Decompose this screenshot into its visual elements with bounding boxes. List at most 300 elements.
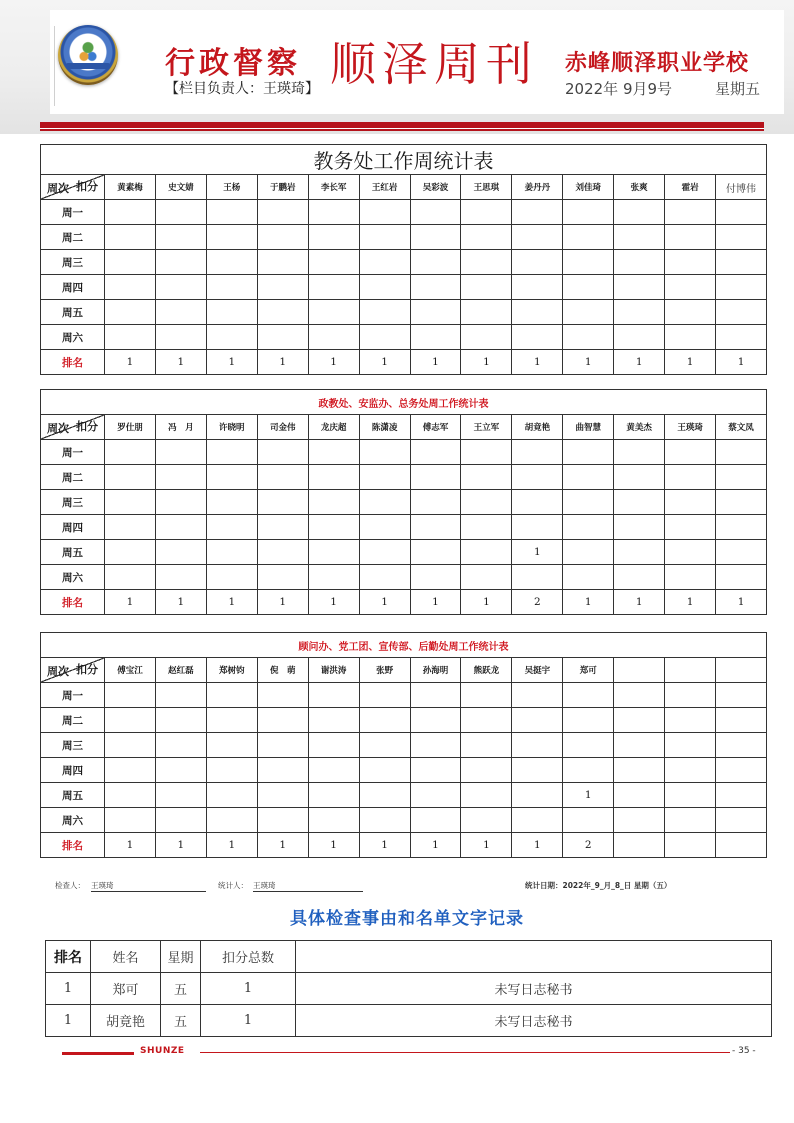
rank-cell: 1 [155,833,206,858]
rank-row [41,833,767,858]
deduction-cell [512,565,563,590]
name-row [41,658,767,683]
deduction-cell [563,758,614,783]
deduction-cell [563,490,614,515]
header-weekday: 星期 [161,941,201,973]
rank-cell: 1 [155,590,206,615]
header-total: 扣分总数 [201,941,296,973]
staff-name: 陈潇凌 [359,415,410,440]
day-row [41,225,767,250]
staff-name: 傅志军 [410,415,461,440]
staff-name: 冯 月 [155,415,206,440]
staff-name: 孙海明 [410,658,461,683]
deduction-cell [206,565,257,590]
record-total: 1 [201,973,296,1005]
rank-cell: 1 [105,833,156,858]
deduction-cell [308,200,359,225]
deduction-cell [512,490,563,515]
deduction-cell [665,250,716,275]
deduction-cell [614,540,665,565]
deduction-cell [410,490,461,515]
day-label: 周六 [41,808,105,833]
deduction-cell [155,200,206,225]
magazine-title: 顺泽周刊 [330,37,538,91]
day-label: 周三 [41,733,105,758]
deduction-cell [308,540,359,565]
header-reason [296,941,772,973]
rank-cell: 1 [512,350,563,375]
rank-cell: 1 [461,350,512,375]
rank-cell: 1 [257,833,308,858]
record-total: 1 [201,1005,296,1037]
corner-label-bottom: 周次 [47,422,69,435]
footer-rule [200,1052,730,1053]
day-label: 周二 [41,465,105,490]
diagonal-header [41,175,104,199]
rank-cell: 2 [512,590,563,615]
deduction-cell [257,565,308,590]
deduction-cell [105,300,156,325]
header-red-rule [40,122,764,131]
school-logo-icon [58,25,118,85]
deduction-cell [359,683,410,708]
issue-date-line [565,78,761,99]
day-label: 周二 [41,225,105,250]
day-row [41,275,767,300]
deduction-cell [257,275,308,300]
staff-name: 张爽 [614,175,665,200]
day-label: 周一 [41,683,105,708]
deduction-cell [206,225,257,250]
deduction-cell [665,325,716,350]
inspector-label: 检查人： [55,881,85,890]
rank-cell: 1 [206,350,257,375]
deduction-cell [308,515,359,540]
rank-cell: 1 [105,350,156,375]
deduction-cell [308,300,359,325]
logo-emblem-icon [78,41,98,63]
corner-cell [41,415,105,440]
staff-name: 黄美杰 [614,415,665,440]
deduction-cell [461,708,512,733]
corner-label-bottom: 周次 [47,665,69,678]
day-row [41,733,767,758]
rank-cell: 1 [206,590,257,615]
deduction-cell [105,565,156,590]
deduction-cell [614,515,665,540]
deduction-cell [665,758,716,783]
deduction-cell [461,490,512,515]
deduction-cell [359,250,410,275]
deduction-cell [359,465,410,490]
deduction-cell [461,465,512,490]
deduction-cell [512,758,563,783]
deduction-cell [716,490,767,515]
deduction-cell [155,300,206,325]
stat-date: 统计日期：2022年_9_月_8_日 星期（五） [525,881,672,890]
deduction-cell [410,250,461,275]
deduction-cell [410,225,461,250]
deduction-cell [512,440,563,465]
staff-name: 龙庆超 [308,415,359,440]
deduction-cell [716,758,767,783]
deduction-cell: 1 [563,783,614,808]
deduction-cell [512,275,563,300]
day-label: 周一 [41,200,105,225]
day-row [41,250,767,275]
deduction-cell [410,540,461,565]
deduction-cell [105,440,156,465]
staff-name: 郑可 [563,658,614,683]
deduction-cell [563,515,614,540]
deduction-cell [461,300,512,325]
deduction-cell [206,325,257,350]
day-row [41,708,767,733]
deduction-cell [563,465,614,490]
rank-cell: 1 [716,350,767,375]
deduction-cell [308,465,359,490]
deduction-cell [359,275,410,300]
deduction-cell [512,200,563,225]
deduction-cell [614,733,665,758]
staff-name: 吴挺宇 [512,658,563,683]
deduction-cell [206,515,257,540]
deduction-cell [563,440,614,465]
deduction-cell [410,708,461,733]
deduction-cell: 1 [512,540,563,565]
deduction-cell [155,465,206,490]
deduction-cell [716,300,767,325]
deduction-cell [665,708,716,733]
deduction-cell [105,733,156,758]
deduction-cell [206,808,257,833]
deduction-cell [461,275,512,300]
deduction-cell [155,515,206,540]
header-rank: 排名 [46,941,91,973]
deduction-cell [461,683,512,708]
diagonal-header [41,415,104,439]
advisory-logistics-table [40,632,767,858]
deduction-cell [512,325,563,350]
rank-cell [716,833,767,858]
deduction-cell [461,440,512,465]
column-owner: 【栏目负责人：王瑛琦】 [165,81,319,97]
staff-name: 司金伟 [257,415,308,440]
deduction-cell [512,733,563,758]
deduction-cell [257,758,308,783]
staff-name: 王立军 [461,415,512,440]
deduction-cell [461,565,512,590]
rank-row [41,350,767,375]
record-name: 郑可 [91,973,161,1005]
deduction-cell [155,565,206,590]
rank-cell: 1 [614,590,665,615]
deduction-cell [257,325,308,350]
deduction-cell [206,300,257,325]
deduction-cell [563,808,614,833]
deduction-cell [461,200,512,225]
rank-cell: 1 [206,833,257,858]
rank-cell: 1 [665,350,716,375]
deduction-cell [105,708,156,733]
deduction-cell [512,515,563,540]
deduction-cell [563,683,614,708]
deduction-cell [308,325,359,350]
staff-name: 史文婧 [155,175,206,200]
deduction-cell [105,758,156,783]
deduction-cell [614,490,665,515]
day-row [41,465,767,490]
deduction-cell [206,758,257,783]
deduction-cell [512,300,563,325]
rank-row [41,590,767,615]
deduction-cell [206,440,257,465]
deduction-cell [410,325,461,350]
deduction-cell [716,465,767,490]
deduction-cell [155,683,206,708]
record-row [46,973,772,1005]
staff-name: 于鹏岩 [257,175,308,200]
day-label: 周六 [41,565,105,590]
deduction-cell [257,683,308,708]
staff-name: 熊跃龙 [461,658,512,683]
day-row [41,200,767,225]
deduction-cell [206,708,257,733]
deduction-cell [614,708,665,733]
footer-brand: SHUNZE [140,1046,185,1056]
deduction-cell [410,515,461,540]
deduction-cell [105,225,156,250]
deduction-cell [512,225,563,250]
day-label: 周五 [41,300,105,325]
deduction-cell [206,733,257,758]
day-label: 周二 [41,708,105,733]
staff-name: 罗仕朋 [105,415,156,440]
deduction-cell [563,733,614,758]
deduction-cell [410,758,461,783]
page-number: - 35 - [732,1046,756,1056]
deduction-cell [257,515,308,540]
deduction-cell [359,565,410,590]
deduction-cell [308,250,359,275]
staff-name: 许晓明 [206,415,257,440]
day-label: 周三 [41,250,105,275]
rank-cell [665,833,716,858]
deduction-cell [563,708,614,733]
deduction-cell [614,440,665,465]
deduction-cell [257,808,308,833]
deduction-cell [206,490,257,515]
rank-cell: 1 [410,590,461,615]
day-row [41,783,767,808]
deduction-cell [665,515,716,540]
deduction-cell [206,250,257,275]
name-row [41,175,767,200]
day-row [41,683,767,708]
staff-name: 王瑛琦 [665,415,716,440]
deduction-cell [105,200,156,225]
deduction-cell [614,250,665,275]
day-row [41,490,767,515]
deduction-cell [257,465,308,490]
corner-cell [41,175,105,200]
political-affairs-table [40,389,767,615]
deduction-cell [410,783,461,808]
rank-label: 排名 [41,350,105,375]
rank-cell [614,833,665,858]
deduction-cell [257,490,308,515]
rank-cell: 1 [257,590,308,615]
deduction-cell [359,515,410,540]
rank-cell: 1 [512,833,563,858]
deduction-cell [155,783,206,808]
deduction-cell [308,225,359,250]
corner-label-bottom: 周次 [47,182,69,195]
deduction-cell [155,708,206,733]
deduction-cell [665,200,716,225]
deduction-cell [410,275,461,300]
day-row [41,325,767,350]
deduction-cell [105,250,156,275]
deduction-cell [512,708,563,733]
deduction-cell [155,733,206,758]
staff-name: 曲智慧 [563,415,614,440]
record-reason: 未写日志秘书 [296,1005,772,1037]
school-name: 赤峰顺泽职业学校 [565,51,750,76]
record-weekday: 五 [161,1005,201,1037]
rank-cell: 1 [461,590,512,615]
day-row [41,758,767,783]
deduction-cell [105,465,156,490]
deduction-cell [105,783,156,808]
staff-name: 张野 [359,658,410,683]
deduction-cell [257,540,308,565]
rank-cell: 1 [410,350,461,375]
rank-cell: 1 [716,590,767,615]
rank-cell: 1 [308,833,359,858]
deduction-cell [155,808,206,833]
record-section-title: 具体检查事由和名单文字记录 [290,909,524,929]
statistician-name: 王瑛琦 [253,880,363,892]
rank-cell: 1 [359,590,410,615]
deduction-cell [563,200,614,225]
deduction-cell [716,540,767,565]
deduction-cell [155,250,206,275]
deduction-cell [206,465,257,490]
rank-cell: 1 [359,833,410,858]
deduction-cell [614,683,665,708]
deduction-cell [308,733,359,758]
deduction-cell [155,275,206,300]
staff-name: 胡竟艳 [512,415,563,440]
deduction-cell [614,565,665,590]
record-row [46,1005,772,1037]
deduction-cell [410,440,461,465]
rank-cell: 1 [257,350,308,375]
deduction-cell [257,250,308,275]
staff-name: 郑树钧 [206,658,257,683]
staff-name: 王红岩 [359,175,410,200]
corner-label-top: 扣分 [76,663,98,676]
deduction-cell [105,325,156,350]
table-title: 教务处工作周统计表 [41,145,767,175]
deduction-cell [461,758,512,783]
deduction-cell [716,325,767,350]
deduction-cell [716,440,767,465]
corner-label-top: 扣分 [76,180,98,193]
deduction-cell [359,540,410,565]
deduction-cell [716,200,767,225]
deduction-cell [716,783,767,808]
deduction-cell [563,275,614,300]
rank-cell: 1 [308,350,359,375]
deduction-cell [410,300,461,325]
rank-cell: 1 [563,350,614,375]
deduction-cell [359,708,410,733]
deduction-cell [410,465,461,490]
staff-name: 倪 萌 [257,658,308,683]
deduction-cell [105,490,156,515]
staff-name: 姜丹丹 [512,175,563,200]
corner-cell [41,658,105,683]
deduction-cell [155,440,206,465]
records-table [45,940,772,1037]
deduction-cell [461,540,512,565]
deduction-cell [155,758,206,783]
deduction-cell [614,758,665,783]
deduction-cell [410,733,461,758]
deduction-cell [105,275,156,300]
deduction-cell [105,808,156,833]
deduction-cell [257,200,308,225]
rank-cell: 1 [461,833,512,858]
day-row [41,540,767,565]
deduction-cell [716,683,767,708]
rank-cell: 1 [359,350,410,375]
deduction-cell [359,808,410,833]
deduction-cell [665,683,716,708]
signature-row [55,880,775,894]
staff-name: 付博伟 [716,175,767,200]
deduction-cell [716,515,767,540]
deduction-cell [512,808,563,833]
deduction-cell [461,783,512,808]
staff-name [716,658,767,683]
deduction-cell [359,325,410,350]
deduction-cell [563,325,614,350]
deduction-cell [410,565,461,590]
rank-cell: 1 [410,833,461,858]
day-label: 周四 [41,758,105,783]
rank-cell: 2 [563,833,614,858]
rank-cell: 1 [563,590,614,615]
deduction-cell [410,200,461,225]
name-row [41,415,767,440]
day-label: 周五 [41,540,105,565]
corner-label-top: 扣分 [76,420,98,433]
record-weekday: 五 [161,973,201,1005]
academic-affairs-table [40,144,767,375]
deduction-cell [410,808,461,833]
deduction-cell [716,565,767,590]
deduction-cell [716,708,767,733]
deduction-cell [665,275,716,300]
inspector-name: 王瑛琦 [91,880,206,892]
staff-name [665,658,716,683]
deduction-cell [665,225,716,250]
deduction-cell [410,683,461,708]
deduction-cell [665,808,716,833]
